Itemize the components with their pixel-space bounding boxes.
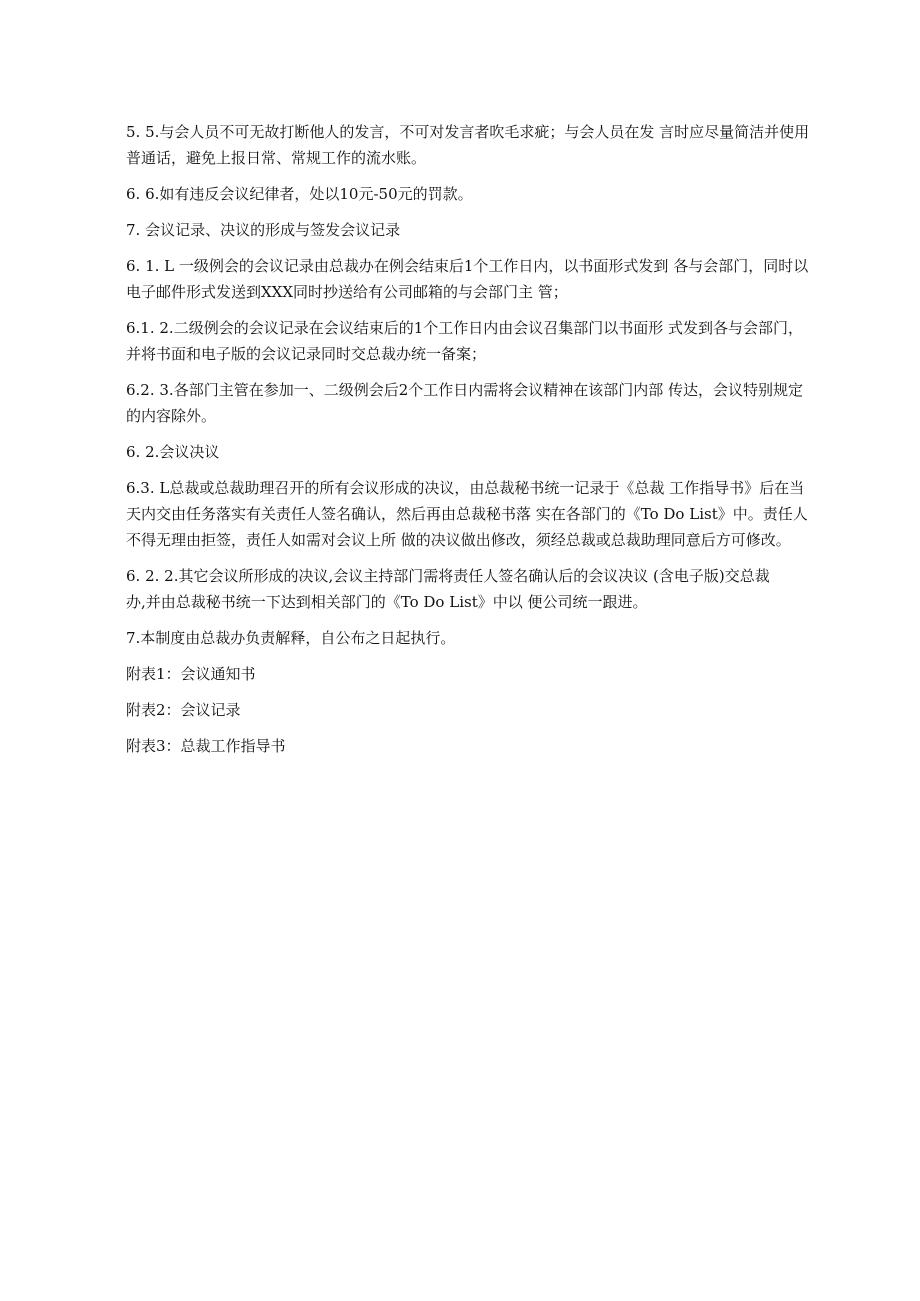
attachment-1: 附表1：会议通知书 [126,665,256,683]
text-line: 6.3. L总裁或总裁助理召开的所有会议形成的决议，由总裁秘书统一记录于《总裁 工作指导书》后在当 [126,479,805,497]
text-line: 6. 1. L 一级例会的会议记录由总裁办在例会结束后1个工作日内，以书面形式发到 各与会部门，同时以 [126,257,809,275]
attachment-3: 附表3：总裁工作指导书 [126,737,286,755]
text-line: 6. 2.会议决议 [126,443,220,461]
text-line: 并将书面和电子版的会议记录同时交总裁办统一备案； [126,345,487,363]
section-heading-7 [126,217,908,243]
paragraph-6-2-2 [126,563,908,615]
text-line: 7. 会议记录、决议的形成与签发会议记录 [126,221,401,239]
attachment-2: 附表2：会议记录 [126,701,241,719]
text-line: 5. 5.与会人员不可无故打断他人的发言，不可对发言者吹毛求疵；与会人员在发 言时应尽量简洁并使用 [126,123,810,141]
text-line: 6.1. 2.二级例会的会议记录在会议结束后的1个工作日内由会议召集部门以书面形 式发到各与会部门， [126,319,804,337]
text-line: 天内交由任务落实有关责任人签名确认，然后再由总裁秘书落 实在各部门的《To Do List》中。责任人 [126,505,808,523]
document-body [126,119,908,759]
text-line: 6. 2. 2.其它会议所形成的决议,会议主持部门需将责任人签名确认后的会议决议 (含电子版)交总裁 [126,567,770,585]
text-line: 电子邮件形式发送到XXX同时抄送给有公司邮箱的与会部门主 管； [126,283,568,301]
paragraph-6-1 [126,253,908,305]
text-line: 不得无理由拒签，责任人如需对会议上所 做的决议做出修改，须经总裁或总裁助理同意后方可修改。 [126,531,791,549]
paragraph-6-1-2 [126,315,908,367]
section-heading-resolutions [126,439,908,465]
paragraph-5-5 [126,119,908,171]
text-line: 的内容除外。 [126,407,217,425]
text-line: 办,并由总裁秘书统一下达到相关部门的《To Do List》中以 便公司统一跟进。 [126,593,648,611]
paragraph-6-6 [126,181,908,207]
paragraph-6-3 [126,475,908,553]
text-line: 6.2. 3.各部门主管在参加一、二级例会后2个工作日内需将会议精神在该部门内部 传达，会议特别规定 [126,381,804,399]
text-line: 6. 6.如有违反会议纪律者，处以10元-50元的罚款。 [126,185,473,203]
text-line: 7.本制度由总裁办负责解释，自公布之日起执行。 [126,629,456,647]
paragraph-6-2-3 [126,377,908,429]
paragraph-7-interpretation [126,625,908,651]
text-line: 普通话，避免上报日常、常规工作的流水账。 [126,149,427,167]
